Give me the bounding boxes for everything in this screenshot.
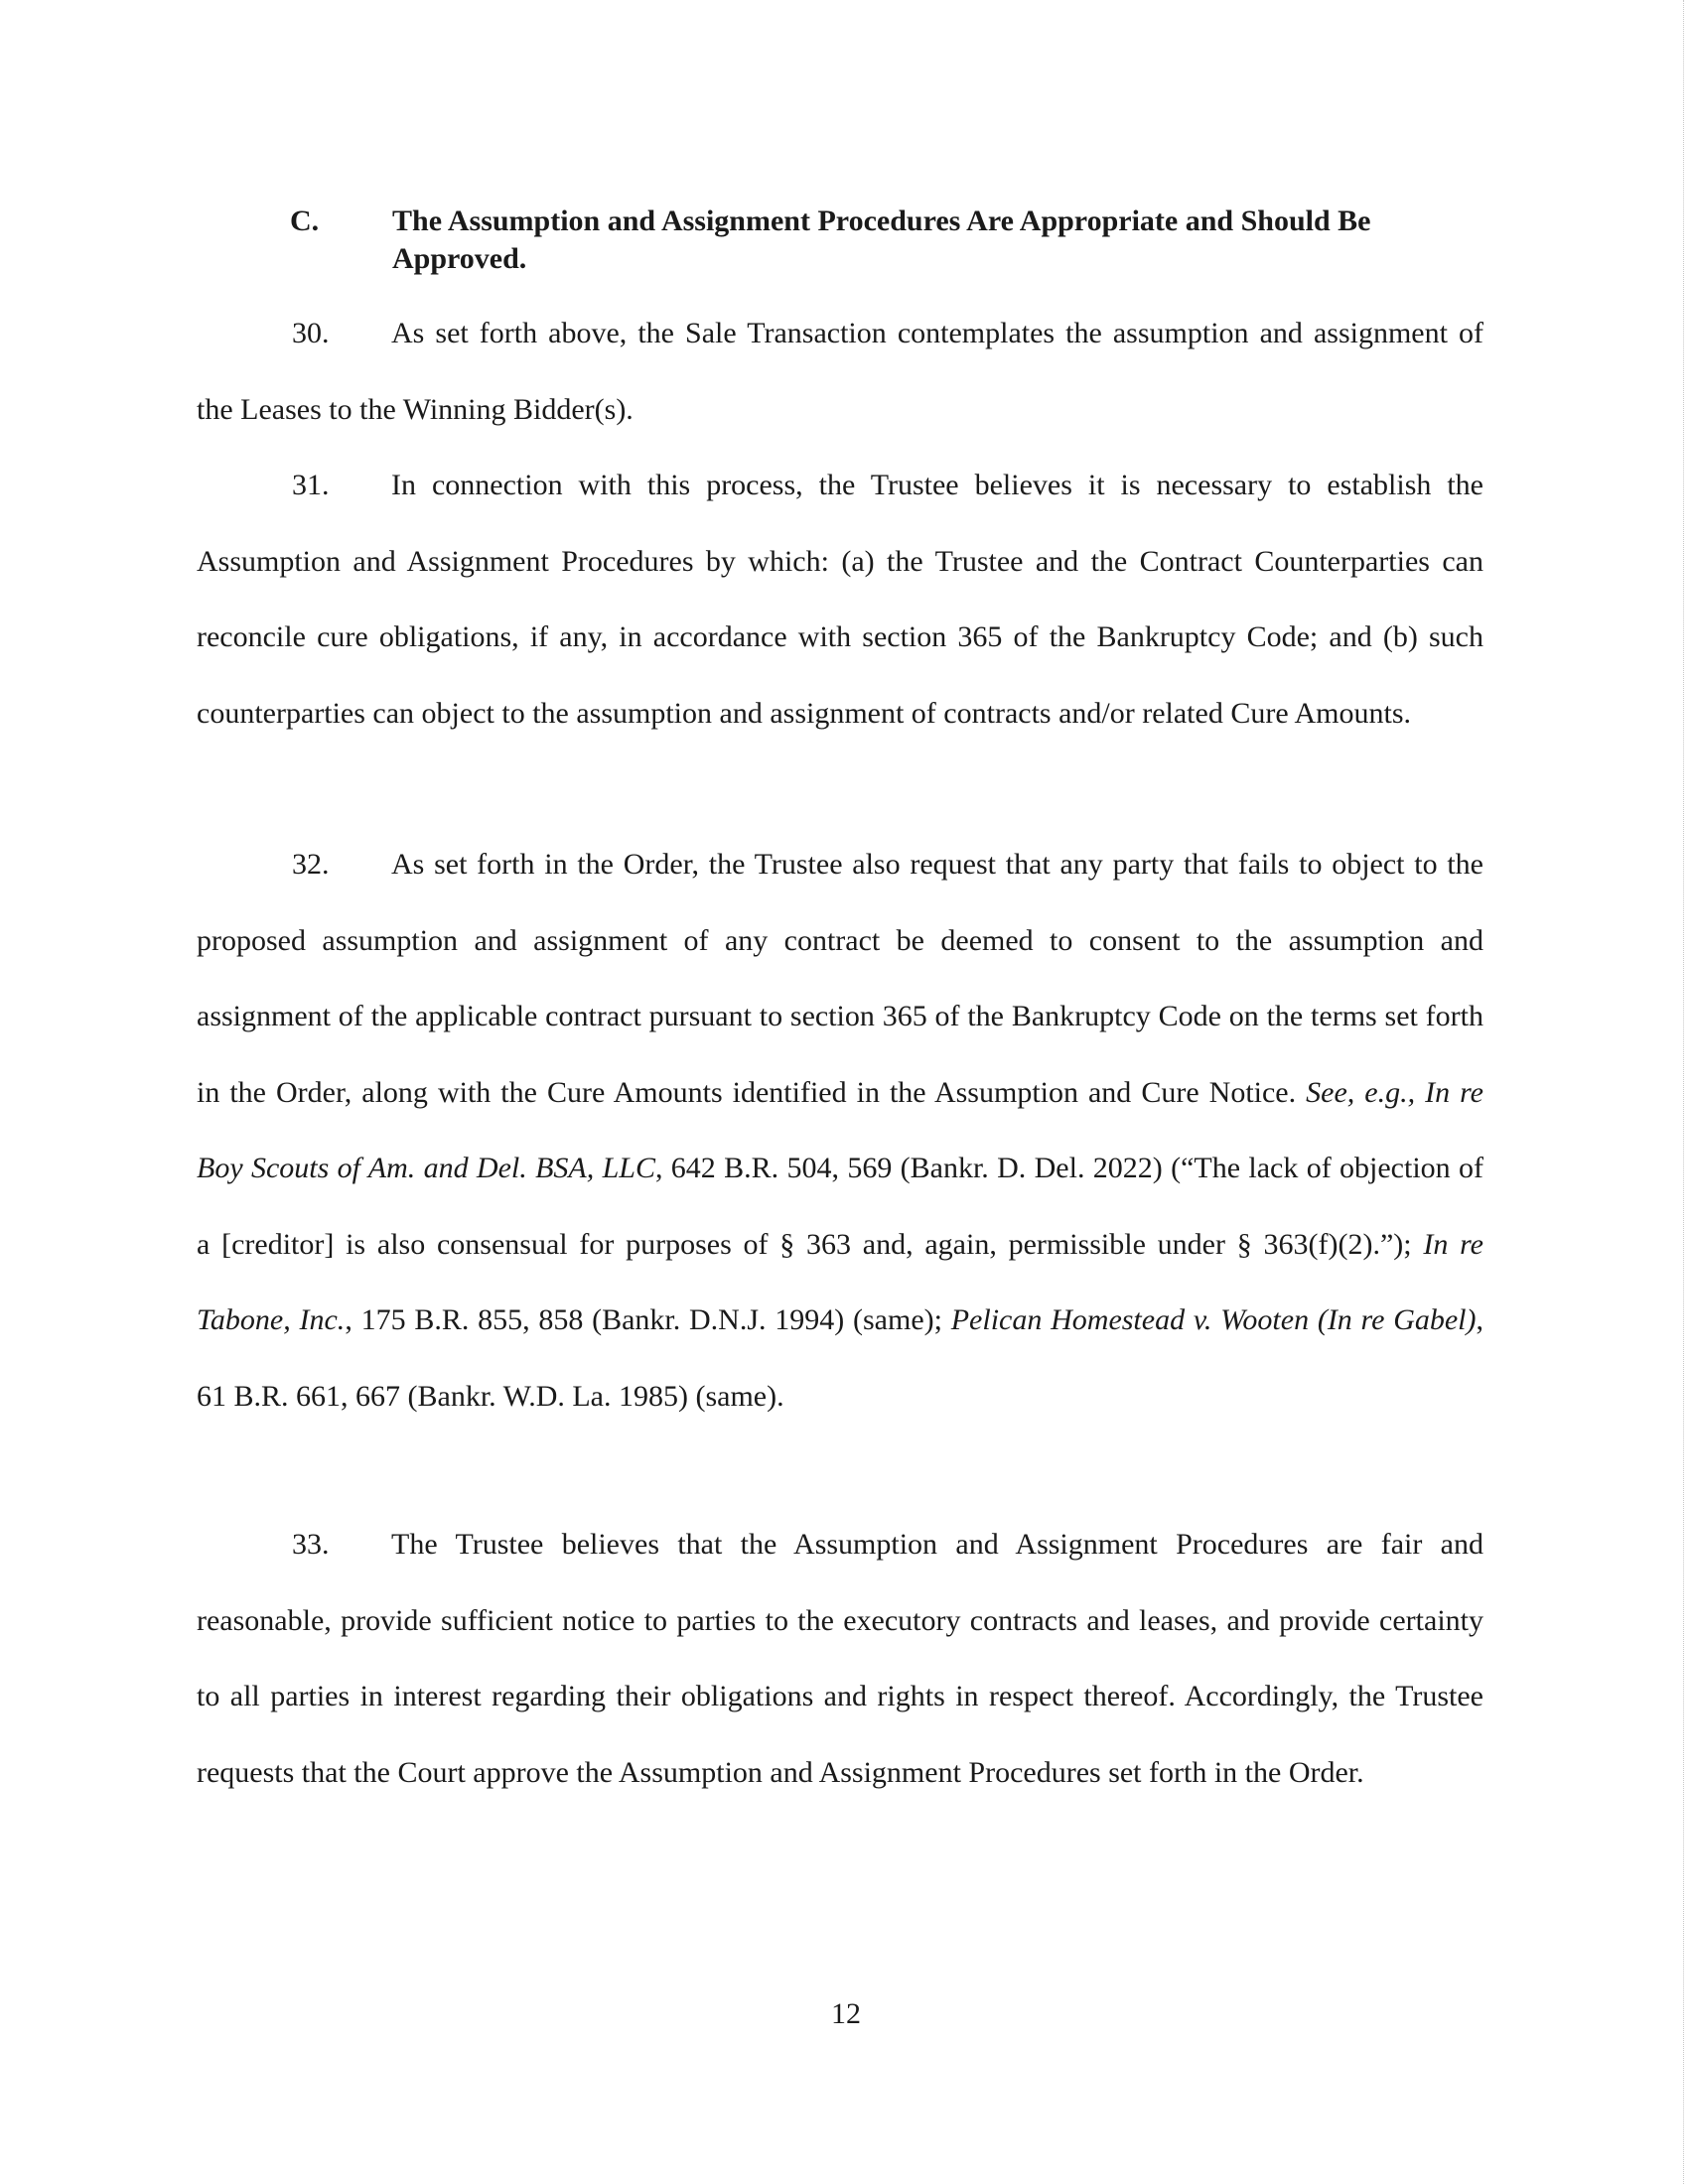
section-title: The Assumption and Assignment Procedures Are Appropriate and Should Be Approved. — [392, 205, 1371, 275]
paragraph-33 — [197, 1507, 1483, 1811]
paragraph-32 — [197, 827, 1483, 1434]
section-letter: C. — [290, 205, 320, 237]
paragraph-30 — [197, 296, 1483, 448]
case-citation-tabone: In re Tabone, Inc. — [197, 1227, 1483, 1336]
citation-text: , 175 B.R. 855, 858 (Bankr. D.N.J. 1994) (same); — [345, 1303, 942, 1336]
paragraph-text: As set forth above, the Sale Transaction contemplates the assumption and assignment of the Leases to the Winning Bidder(s). — [197, 317, 1483, 426]
case-citation-pelican: Pelican Homestead v. Wooten (In re Gabel) — [950, 1303, 1477, 1336]
paragraph-number: 31. — [292, 469, 330, 501]
paragraph-number: 33. — [292, 1528, 330, 1561]
paragraph-number: 32. — [292, 848, 330, 881]
citation-text: , 642 B.R. 504, 569 (Bankr. D. Del. 2022) (“The lack of objection of a [creditor] is also consensual for purposes of § 363 and, again, permissible under § 363(f)(2).”); — [197, 1152, 1483, 1261]
citation-text: , 61 B.R. 661, 667 (Bankr. W.D. La. 1985) (same). — [197, 1303, 1483, 1413]
paragraph-text: As set forth in the Order, the Trustee also request that any party that fails to object to the proposed assumption and assignment of any contract be deemed to consent to the assumption and assignment of the applicable contract pursuant to section 365 of the Bankruptcy Code on the terms set forth in the Order, along with the Cure Amounts identified in the Assumption and Cure Notice. — [197, 848, 1483, 1109]
paragraph-text: In connection with this process, the Trustee believes it is necessary to establish the Assumption and Assignment Procedures by which: (a) the Trustee and the Contract Counterparties can reconcile cure obligations, if any, in accordance with section 365 of the Bankruptcy Code; and (b) such counterparties can object to the assumption and assignment of contracts and/or related Cure Amounts. — [197, 469, 1483, 730]
paragraph-31 — [197, 448, 1483, 751]
case-citation-boy-scouts: See, e.g., In re Boy Scouts of Am. and Del. BSA, LLC — [197, 1075, 1483, 1184]
paragraph-number: 30. — [292, 317, 330, 349]
scan-edge-artifact — [1683, 0, 1686, 2184]
paragraph-text: The Trustee believes that the Assumption and Assignment Procedures are fair and reasonable, provide sufficient notice to parties to the executory contracts and leases, and provide certainty to all parties in interest regarding their obligations and rights in respect thereof. Accordingly, the Trustee requests that the Court approve the Assumption and Assignment Procedures set forth in the Order. — [197, 1528, 1483, 1789]
page-number: 12 — [831, 1997, 861, 2030]
